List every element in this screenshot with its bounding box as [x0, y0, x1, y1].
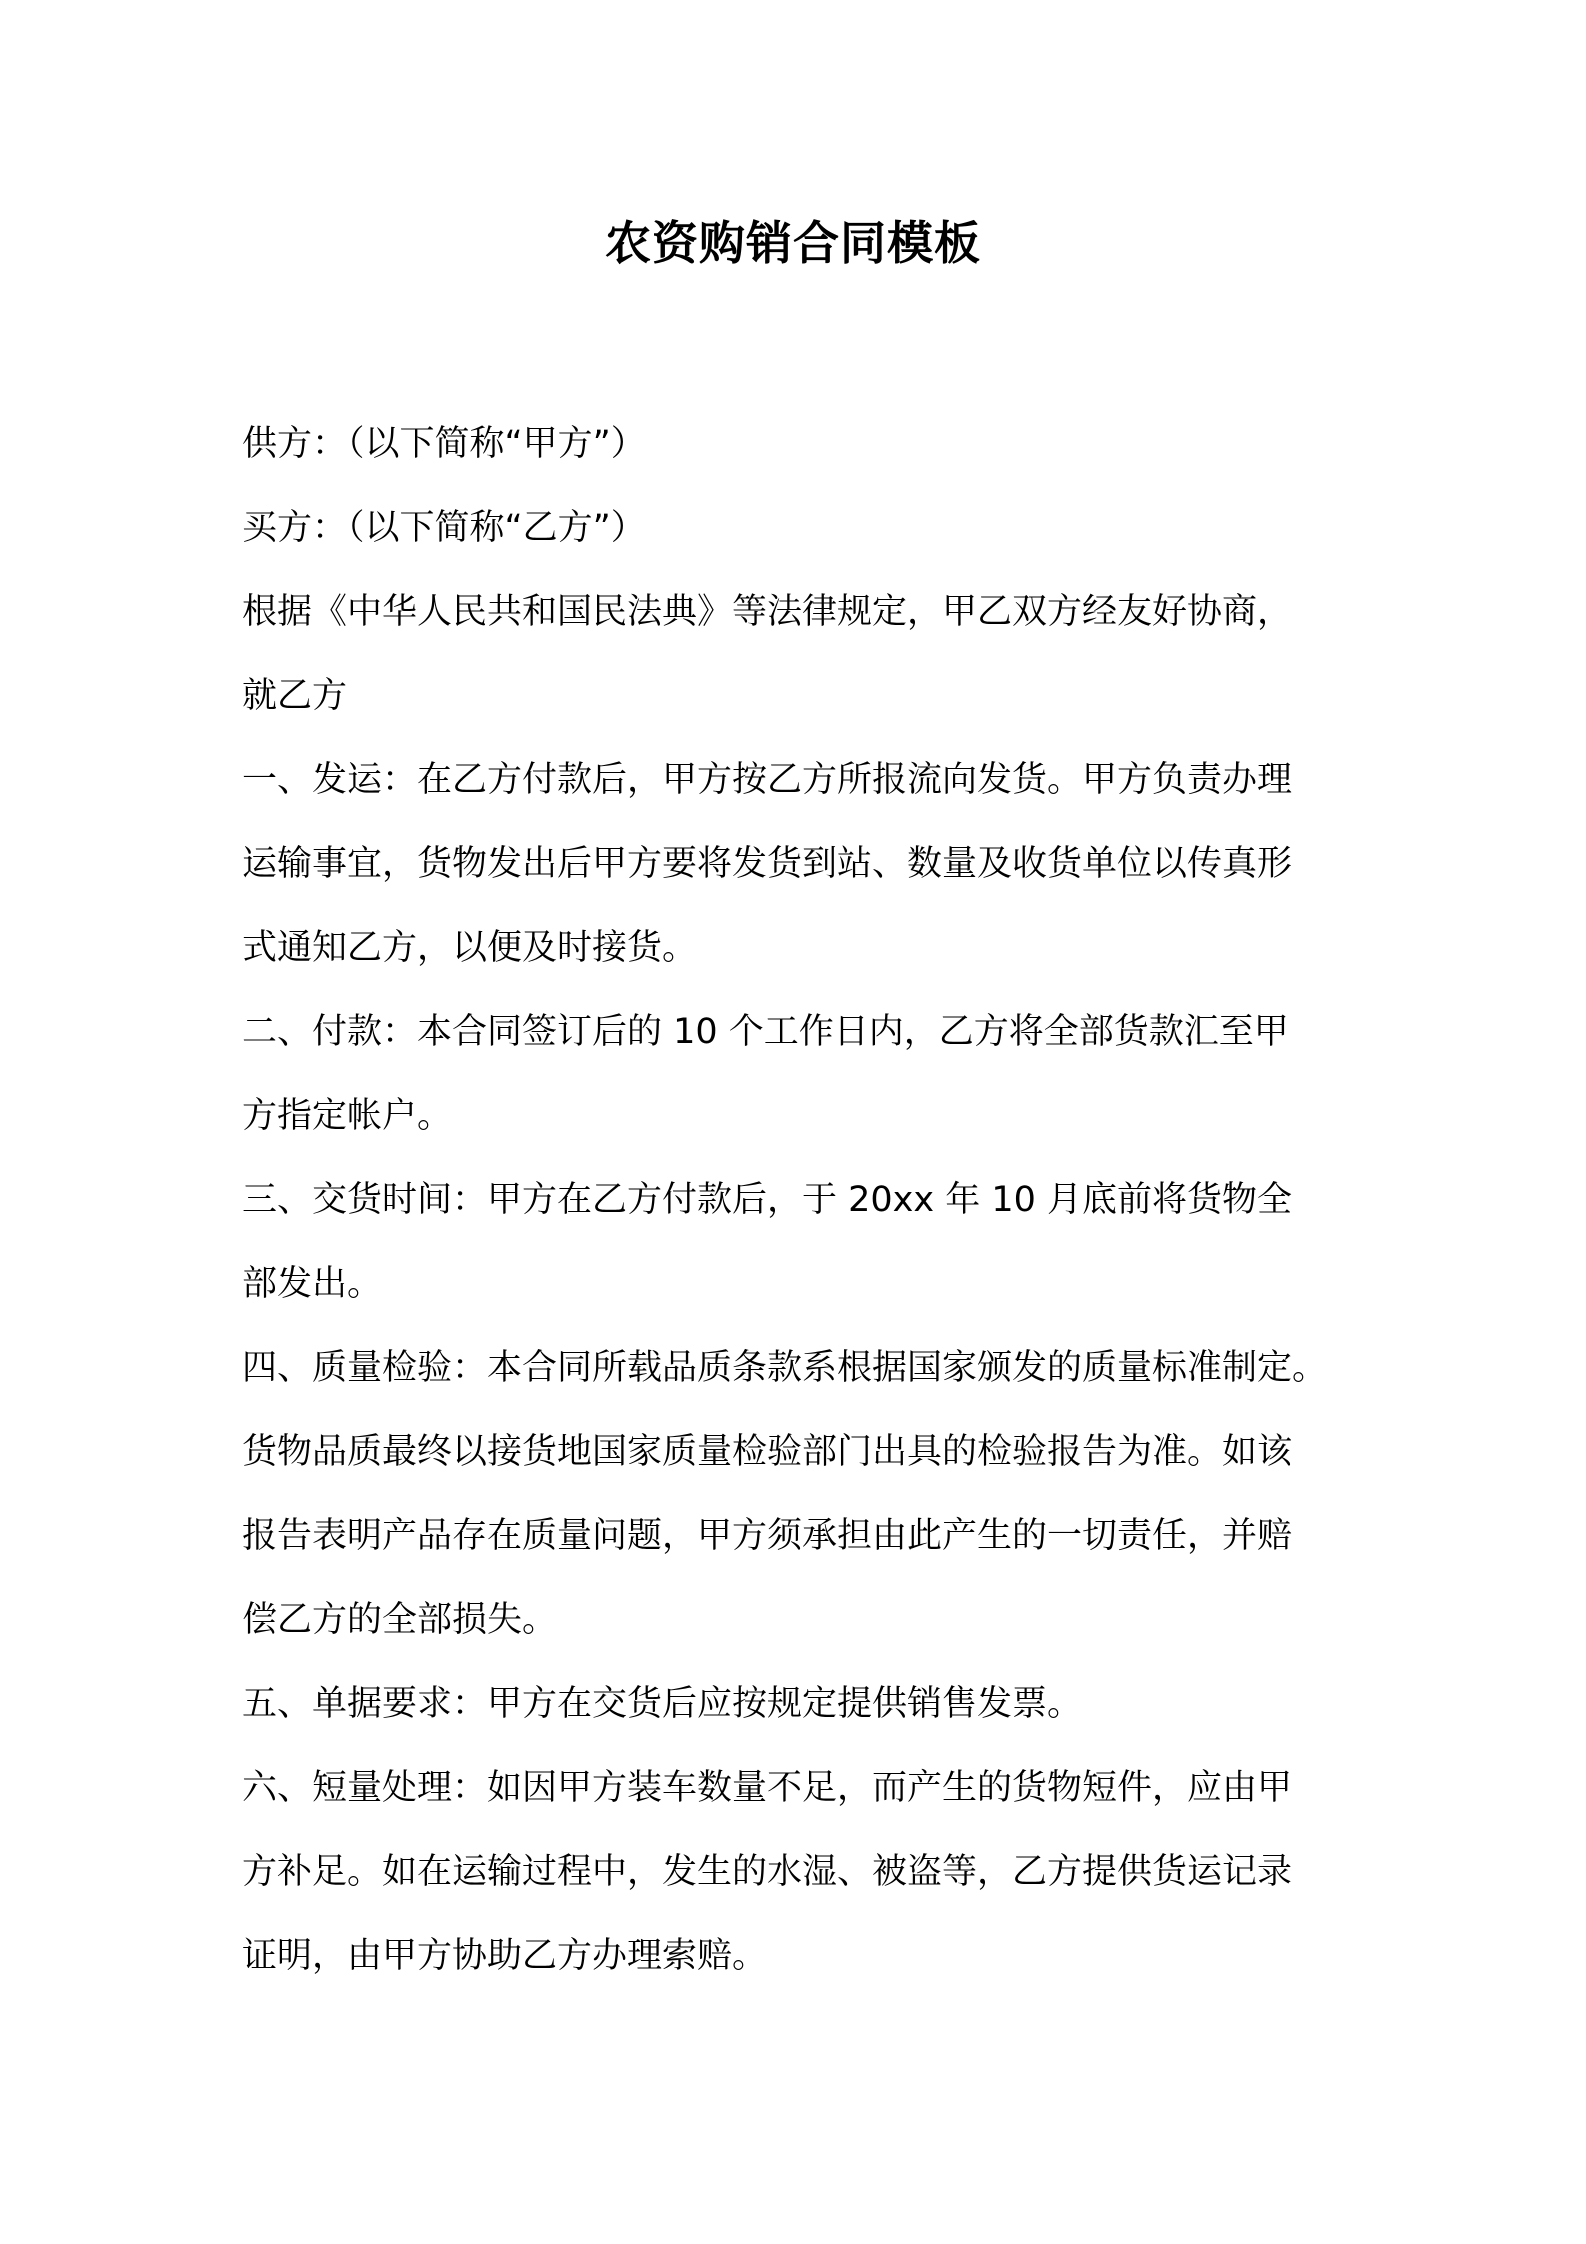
clause-6-line: 方补足。如在运输过程中，发生的水湿、被盗等，乙方提供货运记录 [242, 1852, 1293, 1892]
clause-4-line: 货物品质最终以接货地国家质量检验部门出具的检验报告为准。如该 [242, 1432, 1293, 1472]
document-title: 农资购销合同模板 [605, 216, 981, 270]
clause-4-line: 偿乙方的全部损失。 [242, 1600, 558, 1640]
preamble-line: 就乙方 [242, 676, 348, 716]
clause-2-line: 二、付款：本合同签订后的 10 个工作日内，乙方将全部货款汇至甲 [242, 1012, 1289, 1052]
clause-4-line: 四、质量检验：本合同所载品质条款系根据国家颁发的质量标准制定。 [242, 1348, 1328, 1388]
clause-1-line: 式通知乙方，以便及时接货。 [242, 928, 698, 968]
clause-4-line: 报告表明产品存在质量问题，甲方须承担由此产生的一切责任，并赔 [242, 1516, 1293, 1556]
clause-2-line: 方指定帐户。 [242, 1096, 453, 1136]
buyer-line: 买方：（以下简称“乙方”） [242, 508, 646, 548]
clause-6-line: 证明，由甲方协助乙方办理索赔。 [242, 1936, 768, 1976]
clause-3-line: 部发出。 [242, 1264, 383, 1304]
preamble-line: 根据《中华人民共和国民法典》等法律规定，甲乙双方经友好协商， [242, 592, 1293, 632]
clause-1-line: 一、发运：在乙方付款后，甲方按乙方所报流向发货。甲方负责办理 [242, 760, 1293, 800]
supplier-line: 供方：（以下简称“甲方”） [242, 424, 646, 464]
contract-body [242, 402, 1362, 1998]
clause-3-line: 三、交货时间：甲方在乙方付款后，于 20xx 年 10 月底前将货物全 [242, 1180, 1293, 1220]
clause-6-line: 六、短量处理：如因甲方装车数量不足，而产生的货物短件，应由甲 [242, 1768, 1293, 1808]
clause-5-line: 五、单据要求：甲方在交货后应按规定提供销售发票。 [242, 1684, 1083, 1724]
clause-1-line: 运输事宜，货物发出后甲方要将发货到站、数量及收货单位以传真形 [242, 844, 1293, 884]
